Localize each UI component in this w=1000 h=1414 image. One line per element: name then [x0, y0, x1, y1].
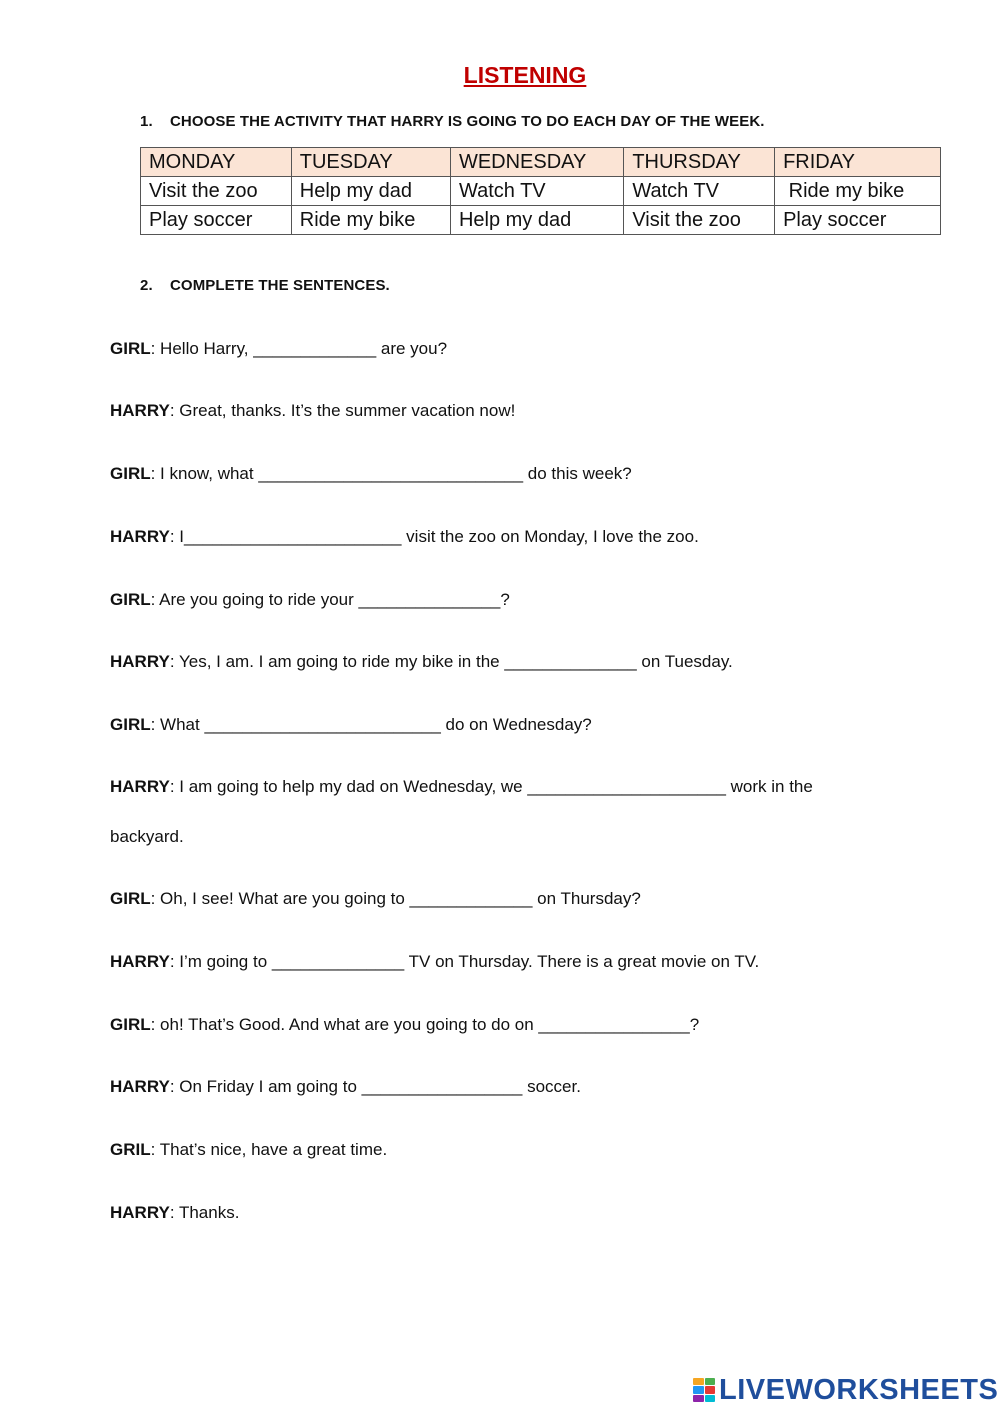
dialogue-text[interactable]: : I’m going to ______________ TV on Thursday. There is a great movie on TV. — [169, 952, 760, 971]
section-2-text: COMPLETE THE SENTENCES. — [170, 277, 390, 294]
speaker-label: HARRY — [110, 527, 170, 546]
dialogue-line — [110, 952, 759, 972]
dialogue-line — [110, 777, 813, 797]
dialogue-text: : That’s nice, have a great time. — [150, 1140, 388, 1159]
logo-text: LIVEWORKSHEETS — [719, 1373, 999, 1406]
table-row — [141, 206, 941, 235]
section-1-instruction — [140, 113, 765, 130]
liveworksheets-logo-icon — [693, 1378, 715, 1402]
speaker-label: HARRY — [110, 401, 170, 420]
dialogue-line — [110, 401, 515, 421]
activity-option[interactable]: Ride my bike — [291, 206, 450, 235]
dialogue-line — [110, 1140, 387, 1160]
activity-option[interactable]: Help my dad — [291, 177, 450, 206]
dialogue-line — [110, 527, 699, 547]
speaker-label: HARRY — [110, 652, 170, 671]
speaker-label: GIRL — [110, 464, 151, 483]
dialogue-text: backyard. — [110, 827, 184, 846]
dialogue-line — [110, 339, 447, 359]
dialogue-text[interactable]: : I_______________________ visit the zoo on Monday, I love the zoo. — [169, 527, 699, 546]
speaker-label: GIRL — [110, 715, 151, 734]
header-friday: FRIDAY — [775, 148, 941, 177]
activity-option[interactable]: Help my dad — [450, 206, 623, 235]
speaker-label: GIRL — [110, 1015, 151, 1034]
activity-option[interactable]: Play soccer — [775, 206, 941, 235]
dialogue-line — [110, 464, 632, 484]
dialogue-line — [110, 590, 510, 610]
dialogue-line — [110, 1203, 239, 1223]
dialogue-line — [110, 652, 733, 672]
dialogue-text: : Thanks. — [169, 1203, 240, 1222]
dialogue-line — [110, 1077, 581, 1097]
header-wednesday: WEDNESDAY — [450, 148, 623, 177]
speaker-label: HARRY — [110, 1077, 170, 1096]
header-monday: MONDAY — [141, 148, 292, 177]
dialogue-text[interactable]: : On Friday I am going to _________________ soccer. — [169, 1077, 581, 1096]
speaker-label: GIRL — [110, 889, 151, 908]
page-title: LISTENING — [463, 62, 587, 88]
dialogue-text[interactable]: : Are you going to ride your _______________? — [150, 590, 510, 609]
section-1-number: 1. — [140, 113, 153, 130]
speaker-label: GRIL — [110, 1140, 151, 1159]
dialogue-text[interactable]: : I am going to help my dad on Wednesday, we _____________________ work in the — [169, 777, 813, 796]
table-row — [141, 177, 941, 206]
activity-option[interactable]: Watch TV — [624, 177, 775, 206]
speaker-label: HARRY — [110, 777, 170, 796]
dialogue-text[interactable]: : What _________________________ do on Wednesday? — [150, 715, 592, 734]
dialogue-text[interactable]: : Hello Harry, _____________ are you? — [150, 339, 448, 358]
table-header-row — [141, 148, 941, 177]
section-1-text: CHOOSE THE ACTIVITY THAT HARRY IS GOING TO DO EACH DAY OF THE WEEK. — [170, 113, 765, 130]
header-thursday: THURSDAY — [624, 148, 775, 177]
speaker-label: HARRY — [110, 1203, 170, 1222]
activity-option[interactable]: Visit the zoo — [624, 206, 775, 235]
dialogue-line — [110, 715, 592, 735]
dialogue-line — [110, 889, 641, 909]
speaker-label: GIRL — [110, 590, 151, 609]
activity-table — [140, 147, 941, 235]
section-2-number: 2. — [140, 277, 153, 294]
dialogue-text[interactable]: : Yes, I am. I am going to ride my bike in the ______________ on Tuesday. — [169, 652, 733, 671]
speaker-label: GIRL — [110, 339, 151, 358]
dialogue-text[interactable]: : I know, what ____________________________ do this week? — [150, 464, 632, 483]
dialogue-text[interactable]: : Oh, I see! What are you going to _____________ on Thursday? — [150, 889, 641, 908]
activity-option[interactable]: Ride my bike — [775, 177, 941, 206]
activity-option[interactable]: Visit the zoo — [141, 177, 292, 206]
dialogue-text[interactable]: : oh! That’s Good. And what are you going to do on ________________? — [150, 1015, 700, 1034]
activity-option[interactable]: Play soccer — [141, 206, 292, 235]
section-2-instruction — [140, 277, 390, 294]
dialogue-line — [110, 1015, 699, 1035]
dialogue-line — [110, 827, 184, 847]
liveworksheets-logo — [693, 1374, 998, 1406]
dialogue-text: : Great, thanks. It’s the summer vacation now! — [169, 401, 516, 420]
activity-option[interactable]: Watch TV — [450, 177, 623, 206]
speaker-label: HARRY — [110, 952, 170, 971]
header-tuesday: TUESDAY — [291, 148, 450, 177]
